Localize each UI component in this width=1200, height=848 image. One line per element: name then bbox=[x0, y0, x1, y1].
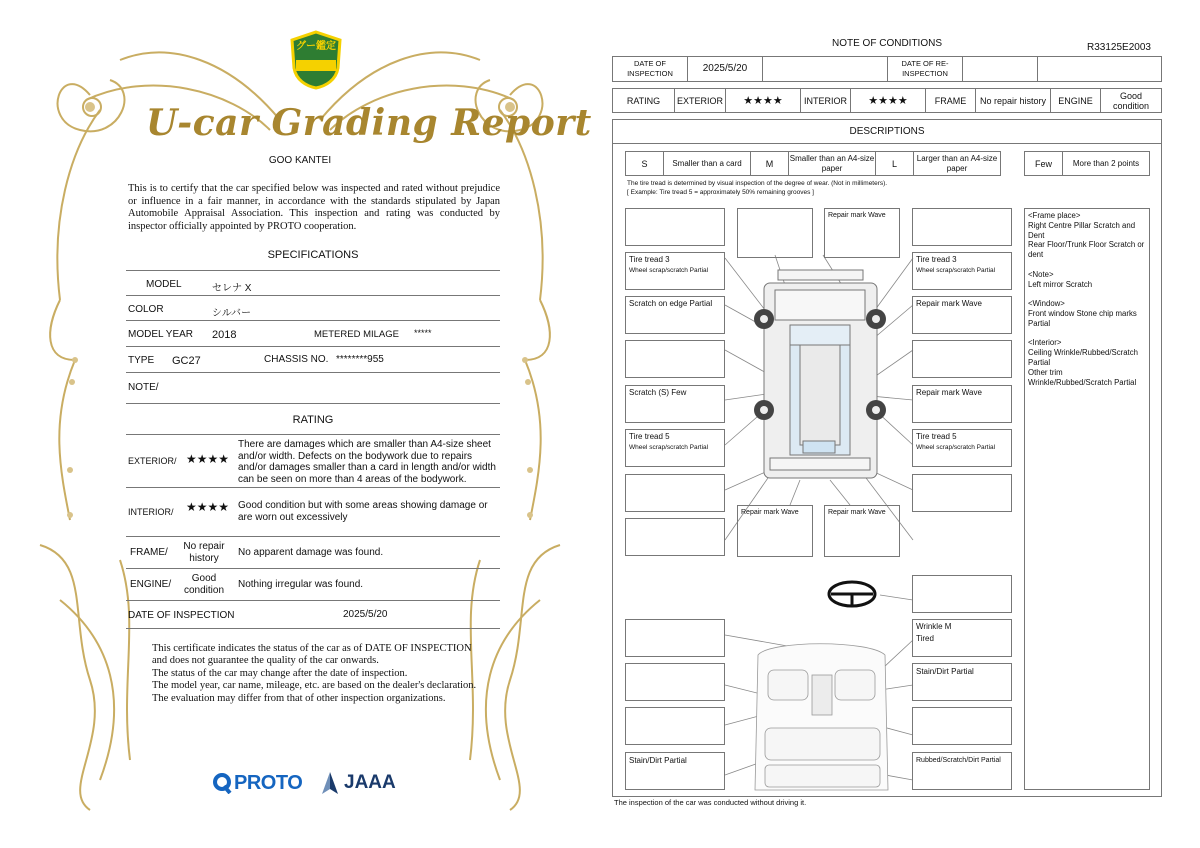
desc-box-l8 bbox=[625, 518, 725, 556]
engine-label: ENGINE/ bbox=[130, 579, 172, 590]
desc-box-l1 bbox=[625, 208, 725, 246]
desc-box-r1 bbox=[912, 208, 1012, 246]
frame-label: FRAME/ bbox=[130, 547, 168, 558]
reinspection-value bbox=[962, 56, 1038, 82]
type-value: GC27 bbox=[172, 355, 201, 367]
int-l4-label: Stain/Dirt Partial bbox=[629, 756, 687, 765]
type-label: TYPE bbox=[128, 355, 155, 366]
sheet-interior-stars: ★★★★ bbox=[850, 88, 926, 113]
note-label: NOTE/ bbox=[128, 382, 159, 393]
report-subtitle: GOO KANTEI bbox=[268, 155, 332, 166]
interior-stars: ★★★★ bbox=[186, 500, 230, 514]
descriptions-heading: DESCRIPTIONS bbox=[612, 119, 1162, 144]
sheet-interior-label: INTERIOR bbox=[800, 88, 851, 113]
interior-desc: Good condition but with some areas showing damage or are worn out excessively bbox=[238, 500, 488, 523]
report-title: U-car Grading Report bbox=[146, 102, 592, 144]
notes-text: <Frame place> Right Centre Pillar Scratch and Dent Rear Floor/Trunk Floor Scratch or dent <Note> Left mirror Scratch <Window> Front window Stone chip marks Partial <Interior> Ceiling Wrinkle/Rubbed/Scratch Partial Other trim Wrinkle/Rubbed/Scratch Partial bbox=[1028, 211, 1145, 387]
year-value: 2018 bbox=[212, 329, 237, 341]
spec-row-model bbox=[126, 270, 500, 296]
frame-value: No repair history bbox=[183, 541, 225, 564]
color-value: シルバー bbox=[212, 308, 252, 319]
desc-box-top-1 bbox=[737, 208, 813, 258]
l-scratch-edge: Scratch on edge Partial bbox=[629, 299, 713, 308]
interior-label: INTERIOR/ bbox=[128, 507, 174, 517]
shield-icon bbox=[288, 30, 344, 90]
color-label: COLOR bbox=[128, 304, 164, 315]
rating-row-exterior bbox=[126, 434, 500, 488]
sheet-frame-label: FRAME bbox=[925, 88, 976, 113]
tire-note-1: The tire tread is determined by visual inspection of the degree of wear. (Not in millimeters). bbox=[627, 180, 888, 187]
bl-sub: Wheel scrap/scratch Partial bbox=[629, 444, 709, 451]
badge-text: グー鑑定 bbox=[296, 41, 336, 52]
desc-box-l4 bbox=[625, 340, 725, 378]
exterior-stars: ★★★★ bbox=[186, 452, 230, 466]
spec-row-color bbox=[126, 296, 500, 321]
year-label: MODEL YEAR bbox=[128, 329, 194, 340]
sheet-engine-label: ENGINE bbox=[1050, 88, 1101, 113]
tl-sub: Wheel scrap/scratch Partial bbox=[629, 267, 709, 274]
spec-row-type bbox=[126, 347, 500, 373]
sheet-exterior-label: EXTERIOR bbox=[674, 88, 726, 113]
spec-row-year bbox=[126, 321, 500, 347]
spec-row-note bbox=[126, 373, 500, 404]
chassis-label: CHASSIS NO. bbox=[264, 354, 329, 365]
sheet-engine-value: Good condition bbox=[1100, 88, 1162, 113]
legend-m-desc: Smaller than an A4-size paper bbox=[788, 151, 876, 176]
rating-heading: RATING bbox=[292, 414, 334, 426]
cert-date-label: DATE OF INSPECTION bbox=[128, 610, 235, 621]
inspection-date-blank bbox=[762, 56, 888, 82]
model-value: セレナ X bbox=[212, 283, 252, 294]
exterior-label: EXTERIOR/ bbox=[128, 456, 177, 466]
int-r1-title: Wrinkle M bbox=[916, 622, 952, 631]
goo-kantei-badge bbox=[288, 30, 344, 90]
sheet-ref: R33125E2003 bbox=[1087, 42, 1151, 53]
proto-logo-text: PROTO bbox=[234, 771, 303, 794]
reinspection-label: DATE OF RE-INSPECTION bbox=[887, 56, 963, 82]
int-box-l3 bbox=[625, 707, 725, 745]
tl-title: Tire tread 3 bbox=[629, 255, 670, 264]
bl-title: Tire tread 5 bbox=[629, 432, 670, 441]
rating-row-interior bbox=[126, 488, 500, 537]
bottom-label-1: Repair mark Wave bbox=[741, 509, 799, 516]
rating-row-engine bbox=[126, 569, 500, 601]
r-repair-1: Repair mark Wave bbox=[916, 299, 982, 308]
int-box-l1 bbox=[625, 619, 725, 657]
cert-date-value: 2025/5/20 bbox=[343, 609, 388, 620]
legend-m: M bbox=[750, 151, 789, 176]
int-r4-label: Rubbed/Scratch/Dirt Partial bbox=[916, 757, 1001, 764]
l-scratch-s: Scratch (S) Few bbox=[629, 388, 687, 397]
legend-l-desc: Larger than an A4-size paper bbox=[913, 151, 1001, 176]
engine-value: Good condition bbox=[183, 573, 225, 596]
mileage-label: METERED MILAGE bbox=[314, 329, 399, 340]
legend-few: Few bbox=[1024, 151, 1063, 176]
tr-sub: Wheel scrap/scratch Partial bbox=[916, 267, 996, 274]
jaaa-logo-text: JAAA bbox=[344, 772, 396, 793]
int-box-l2 bbox=[625, 663, 725, 701]
certificate-footer: This certificate indicates the status of the car as of DATE OF INSPECTION and does not guarantee the quality of the car onwards. The status of the car may change after the date of inspection. The model year, car name, mileage, etc. are based on the dealer's declaration. The evaluation may differ from that of other inspection organizations. bbox=[152, 643, 477, 704]
sheet-exterior-stars: ★★★★ bbox=[725, 88, 801, 113]
r-repair-2: Repair mark Wave bbox=[916, 388, 982, 397]
br-title: Tire tread 5 bbox=[916, 432, 957, 441]
rating-label: RATING bbox=[612, 88, 675, 113]
legend-s-desc: Smaller than a card bbox=[663, 151, 751, 176]
proto-mark-icon bbox=[212, 772, 232, 794]
exterior-desc: There are damages which are smaller than A4-size sheet and/or width. Defects on the bodywork due to repairs and/or damages smaller than a card in length and/or width can be seen on more than 4 areas of the bodywork. bbox=[238, 439, 496, 485]
desc-box-l7 bbox=[625, 474, 725, 512]
tire-note-2: [ Example: Tire tread 5 = approximately 50% remaining grooves ] bbox=[627, 189, 814, 196]
mileage-value: ***** bbox=[414, 328, 432, 338]
legend-l: L bbox=[875, 151, 914, 176]
br-sub: Wheel scrap/scratch Partial bbox=[916, 444, 996, 451]
rating-row-frame bbox=[126, 537, 500, 569]
frame-desc: No apparent damage was found. bbox=[238, 547, 384, 558]
tr-title: Tire tread 3 bbox=[916, 255, 957, 264]
sheet-title: NOTE OF CONDITIONS bbox=[832, 38, 942, 49]
reinspection-blank bbox=[1037, 56, 1162, 82]
model-label: MODEL bbox=[146, 279, 182, 290]
sheet-frame-value: No repair history bbox=[975, 88, 1051, 113]
engine-desc: Nothing irregular was found. bbox=[238, 579, 364, 590]
top-center-label: Repair mark Wave bbox=[828, 212, 886, 219]
desc-box-r4 bbox=[912, 340, 1012, 378]
inspection-date-value: 2025/5/20 bbox=[687, 56, 763, 82]
proto-logo bbox=[212, 770, 302, 796]
rating-row-date bbox=[126, 601, 500, 629]
specifications-heading: SPECIFICATIONS bbox=[267, 249, 359, 261]
sheet-footer: The inspection of the car was conducted without driving it. bbox=[614, 798, 807, 807]
jaaa-logo bbox=[320, 770, 396, 796]
certificate-intro: This is to certify that the car specified below was inspected and rated without prejudice or influence in a fair manner, in accordance with the standards stipulated by Japan Automobile Appraisal Association. This inspection and rating was conducted by inspector officially appointed by PROTO cooperation. bbox=[128, 183, 500, 232]
int-r1-sub: Tired bbox=[916, 634, 934, 643]
desc-box-r7 bbox=[912, 474, 1012, 512]
legend-few-desc: More than 2 points bbox=[1062, 151, 1150, 176]
legend-s: S bbox=[625, 151, 664, 176]
inspection-date-label: DATE OF INSPECTION bbox=[612, 56, 688, 82]
int-box-r0 bbox=[912, 575, 1012, 613]
int-r2-label: Stain/Dirt Partial bbox=[916, 667, 974, 676]
chassis-value: ********955 bbox=[336, 354, 384, 365]
bottom-label-2: Repair mark Wave bbox=[828, 509, 886, 516]
jaaa-mark-icon bbox=[320, 771, 340, 795]
int-box-r3 bbox=[912, 707, 1012, 745]
